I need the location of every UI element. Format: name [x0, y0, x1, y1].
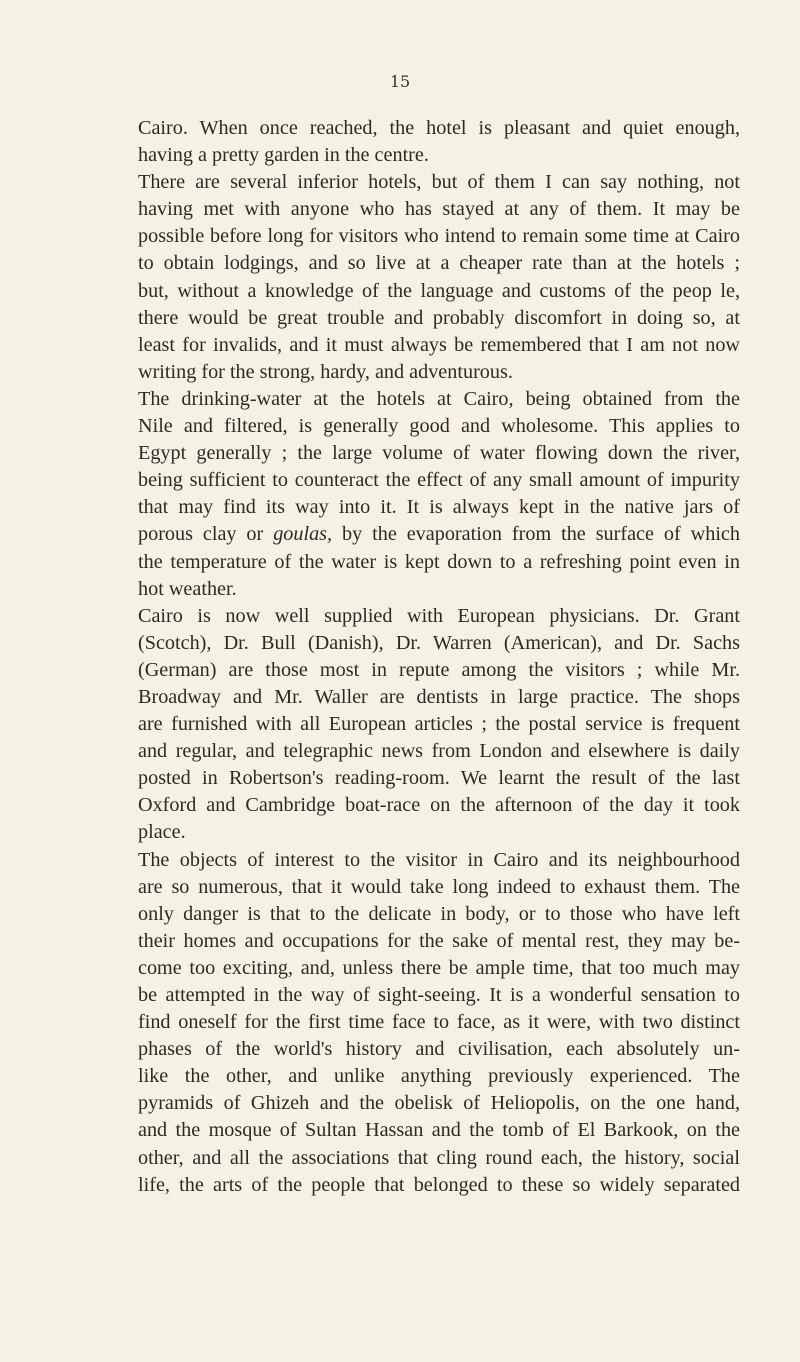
- text-line: phases of the world's history and civilisation, each absolutely un-: [138, 1038, 740, 1061]
- text-line: Nile and filtered, is generally good and wholesome. This applies to: [138, 415, 740, 438]
- paragraph-objects-of-interest: [138, 847, 740, 1199]
- text-line: writing for the strong, hardy, and adventurous.: [138, 360, 513, 383]
- page-number: 15: [389, 72, 411, 91]
- text-line: are so numerous, that it would take long indeed to exhaust them. The: [138, 875, 740, 898]
- text-line: There are several inferior hotels, but of them I can say nothing, not: [138, 171, 740, 194]
- text-line: The objects of interest to the visitor in Cairo and its neighbourhood: [138, 848, 740, 871]
- italic-term: goulas,: [273, 523, 333, 546]
- text-line-with-italic: [138, 521, 740, 548]
- text-line: posted in Robertson's reading-room. We learnt the result of the last: [138, 767, 740, 790]
- text-line: find oneself for the first time face to face, as it were, with two distinct: [138, 1011, 740, 1034]
- text-line: there would be great trouble and probably discomfort in doing so, at: [138, 306, 740, 329]
- text-line: (German) are those most in repute among the visitors ; while Mr.: [138, 658, 740, 681]
- text-line: are furnished with all European articles ; the postal service is frequent: [138, 713, 740, 736]
- text-line: life, the arts of the people that belonged to these so widely separated: [138, 1173, 740, 1196]
- text-line: Cairo is now well supplied with European physicians. Dr. Grant: [138, 604, 740, 627]
- text-segment: by the evaporation from the surface of which: [332, 523, 740, 546]
- text-line: possible before long for visitors who intend to remain some time at Cairo: [138, 225, 740, 248]
- text-line: and regular, and telegraphic news from London and elsewhere is daily: [138, 740, 740, 763]
- text-line: hot weather.: [138, 577, 237, 600]
- text-line: be attempted in the way of sight-seeing. It is a wonderful sensation to: [138, 984, 740, 1006]
- paragraph-inferior-hotels: [138, 169, 740, 386]
- text-line: other, and all the associations that cling round each, the history, social: [138, 1146, 740, 1169]
- text-line: pyramids of Ghizeh and the obelisk of Heliopolis, on the one hand,: [138, 1092, 740, 1115]
- text-line: place.: [138, 821, 186, 844]
- text-line: that may find its way into it. It is always kept in the native jars of: [138, 496, 740, 519]
- text-segment: porous clay or: [138, 523, 274, 546]
- paragraph-physicians: [138, 603, 740, 847]
- text-line: having met with anyone who has stayed at any of them. It may be: [138, 198, 740, 221]
- body-text: [138, 115, 740, 1199]
- text-line: Cairo. When once reached, the hotel is pleasant and quiet enough,: [138, 117, 740, 139]
- text-line: to obtain lodgings, and so live at a cheaper rate than at the hotels ;: [138, 252, 740, 275]
- text-line: Broadway and Mr. Waller are dentists in large practice. The shops: [138, 685, 740, 708]
- text-line: Oxford and Cambridge boat-race on the afternoon of the day it took: [138, 794, 740, 817]
- text-line: having a pretty garden in the centre.: [138, 144, 429, 167]
- text-line: come too exciting, and, unless there be ample time, that too much may: [138, 956, 740, 979]
- text-line: their homes and occupations for the sake of mental rest, they may be-: [138, 929, 740, 952]
- text-line: only danger is that to the delicate in body, or to those who have left: [138, 902, 740, 925]
- text-line: least for invalids, and it must always be remembered that I am not now: [138, 333, 740, 356]
- text-line: being sufficient to counteract the effect of any small amount of impurity: [138, 469, 740, 492]
- text-line: the temperature of the water is kept down to a refreshing point even in: [138, 550, 740, 573]
- text-line: Egypt generally ; the large volume of water flowing down the river,: [138, 442, 740, 465]
- text-line: (Scotch), Dr. Bull (Danish), Dr. Warren (American), and Dr. Sachs: [138, 631, 740, 654]
- text-line: The drinking-water at the hotels at Cairo, being obtained from the: [138, 387, 740, 410]
- text-line: but, without a knowledge of the language and customs of the peop le,: [138, 279, 740, 302]
- paragraph-hotel-location: [138, 115, 740, 169]
- text-line: like the other, and unlike anything previously experienced. The: [138, 1065, 740, 1088]
- paragraph-drinking-water: [138, 386, 740, 603]
- text-line: and the mosque of Sultan Hassan and the tomb of El Barkook, on the: [138, 1119, 740, 1142]
